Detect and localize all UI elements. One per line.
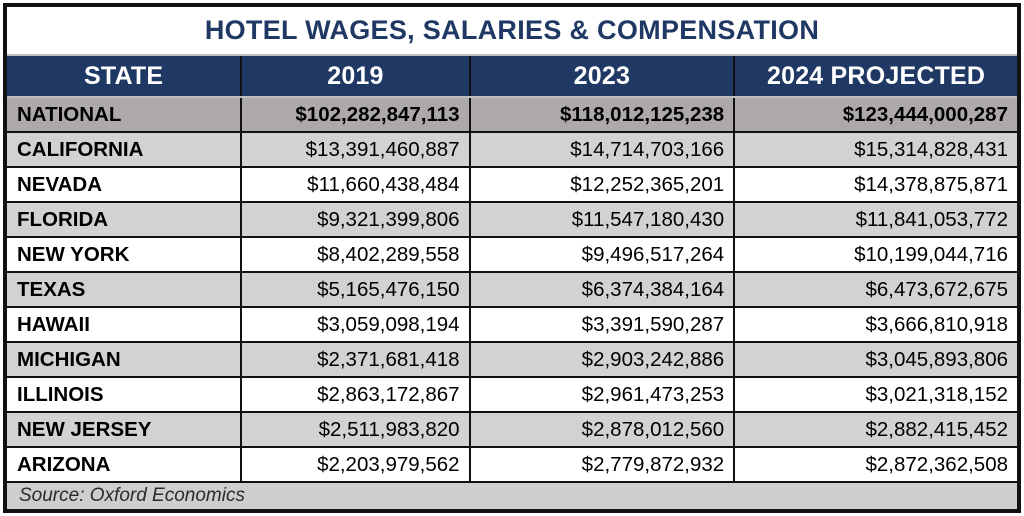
table-body <box>7 97 1017 482</box>
value-2024-cell: $6,473,672,675 <box>734 272 1017 307</box>
table-header <box>7 56 1017 97</box>
column-header-2023: 2023 <box>470 56 735 97</box>
table-row <box>7 272 1017 307</box>
value-2019-cell: $3,059,098,194 <box>241 307 469 342</box>
value-2019-cell: $11,660,438,484 <box>241 167 469 202</box>
column-header-state: STATE <box>7 56 241 97</box>
state-cell: HAWAII <box>7 307 241 342</box>
source-row <box>7 482 1017 509</box>
value-2024-cell: $2,882,415,452 <box>734 412 1017 447</box>
table-row <box>7 97 1017 132</box>
state-cell: FLORIDA <box>7 202 241 237</box>
value-2024-cell: $11,841,053,772 <box>734 202 1017 237</box>
value-2023-cell: $14,714,703,166 <box>470 132 735 167</box>
value-2019-cell: $2,863,172,867 <box>241 377 469 412</box>
value-2019-cell: $2,511,983,820 <box>241 412 469 447</box>
table-row <box>7 412 1017 447</box>
header-row <box>7 56 1017 97</box>
table-row <box>7 447 1017 482</box>
value-2019-cell: $13,391,460,887 <box>241 132 469 167</box>
compensation-table-frame <box>3 3 1021 513</box>
value-2024-cell: $10,199,044,716 <box>734 237 1017 272</box>
state-cell: MICHIGAN <box>7 342 241 377</box>
value-2023-cell: $118,012,125,238 <box>470 97 735 132</box>
value-2024-cell: $3,666,810,918 <box>734 307 1017 342</box>
table-row <box>7 377 1017 412</box>
value-2023-cell: $2,961,473,253 <box>470 377 735 412</box>
value-2023-cell: $2,903,242,886 <box>470 342 735 377</box>
value-2024-cell: $123,444,000,287 <box>734 97 1017 132</box>
state-cell: TEXAS <box>7 272 241 307</box>
column-header-2019: 2019 <box>241 56 469 97</box>
table-row <box>7 307 1017 342</box>
value-2024-cell: $3,045,893,806 <box>734 342 1017 377</box>
value-2024-cell: $14,378,875,871 <box>734 167 1017 202</box>
value-2024-cell: $2,872,362,508 <box>734 447 1017 482</box>
state-cell: ARIZONA <box>7 447 241 482</box>
value-2023-cell: $2,878,012,560 <box>470 412 735 447</box>
value-2019-cell: $2,371,681,418 <box>241 342 469 377</box>
state-cell: NEVADA <box>7 167 241 202</box>
state-cell: NATIONAL <box>7 97 241 132</box>
value-2019-cell: $2,203,979,562 <box>241 447 469 482</box>
table-row <box>7 132 1017 167</box>
table-footer <box>7 482 1017 509</box>
value-2023-cell: $11,547,180,430 <box>470 202 735 237</box>
value-2023-cell: $3,391,590,287 <box>470 307 735 342</box>
table-title: HOTEL WAGES, SALARIES & COMPENSATION <box>7 7 1017 56</box>
value-2023-cell: $12,252,365,201 <box>470 167 735 202</box>
value-2019-cell: $8,402,289,558 <box>241 237 469 272</box>
state-cell: ILLINOIS <box>7 377 241 412</box>
value-2019-cell: $102,282,847,113 <box>241 97 469 132</box>
table-row <box>7 237 1017 272</box>
wages-table <box>7 56 1017 509</box>
value-2023-cell: $6,374,384,164 <box>470 272 735 307</box>
column-header-2024-projected: 2024 PROJECTED <box>734 56 1017 97</box>
source-note: Source: Oxford Economics <box>7 482 1017 509</box>
value-2023-cell: $2,779,872,932 <box>470 447 735 482</box>
value-2023-cell: $9,496,517,264 <box>470 237 735 272</box>
table-row <box>7 342 1017 377</box>
value-2019-cell: $5,165,476,150 <box>241 272 469 307</box>
state-cell: NEW YORK <box>7 237 241 272</box>
table-row <box>7 167 1017 202</box>
state-cell: NEW JERSEY <box>7 412 241 447</box>
state-cell: CALIFORNIA <box>7 132 241 167</box>
table-row <box>7 202 1017 237</box>
value-2019-cell: $9,321,399,806 <box>241 202 469 237</box>
value-2024-cell: $3,021,318,152 <box>734 377 1017 412</box>
value-2024-cell: $15,314,828,431 <box>734 132 1017 167</box>
